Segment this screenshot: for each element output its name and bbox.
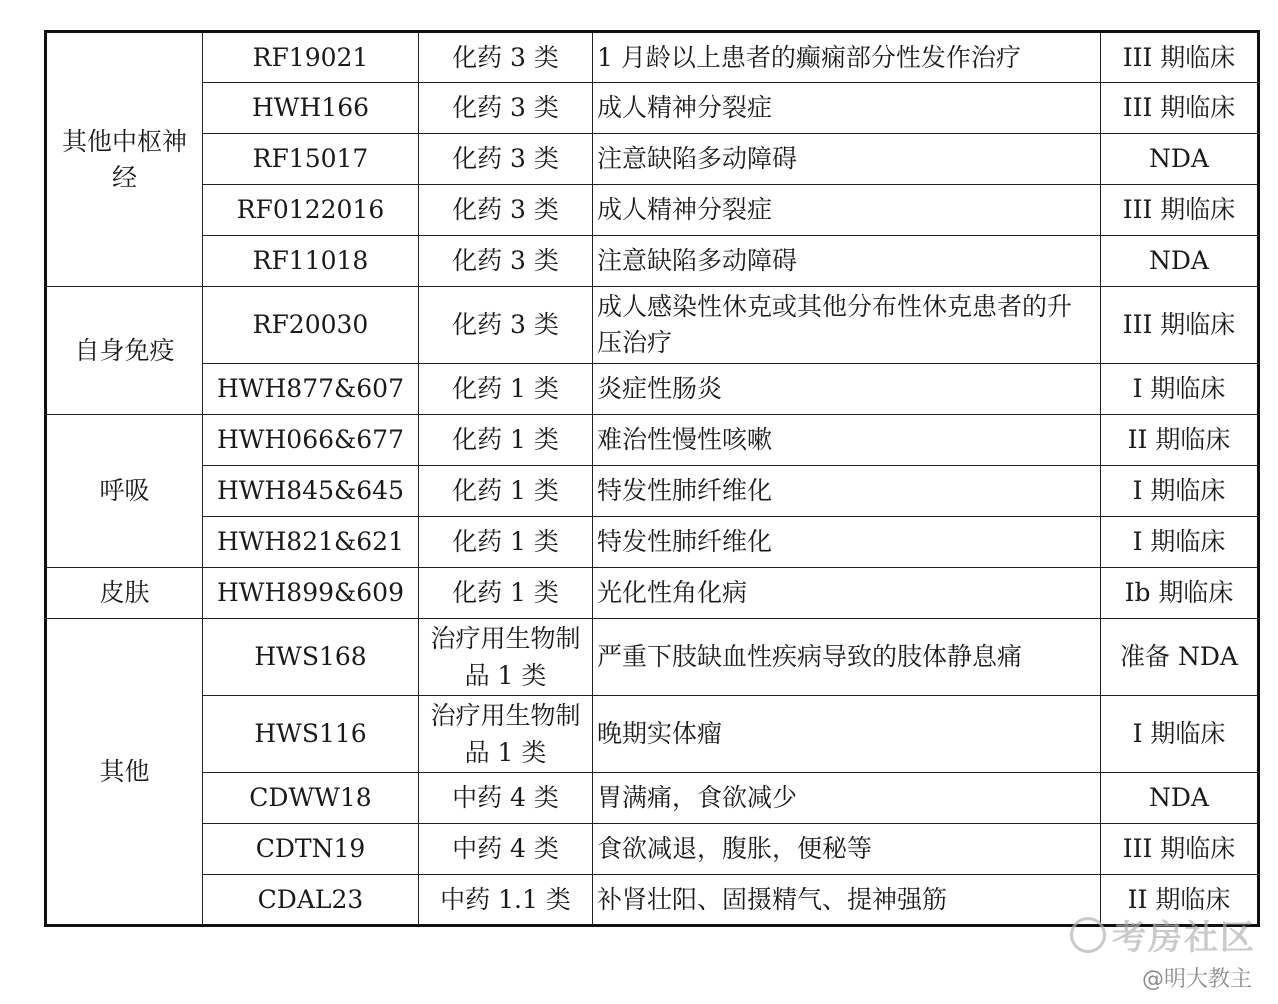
drug-code-cell: RF11018 xyxy=(203,236,419,287)
watermark-user: @明大教主 xyxy=(1141,967,1252,992)
table-row xyxy=(46,83,1259,134)
stage-cell: Ib 期临床 xyxy=(1101,568,1259,619)
table-row xyxy=(46,466,1259,517)
drug-code-cell: CDTN19 xyxy=(203,824,419,875)
indication-cell: 补肾壮阳、固摄精气、提神强筋 xyxy=(593,875,1101,926)
indication-cell: 特发性肺纤维化 xyxy=(593,466,1101,517)
indication-cell: 成人精神分裂症 xyxy=(593,185,1101,236)
drug-code-cell: RF0122016 xyxy=(203,185,419,236)
drug-type-cell: 化药 3 类 xyxy=(419,287,593,364)
category-cell: 呼吸 xyxy=(46,415,203,568)
drug-code-cell: HWS116 xyxy=(203,696,419,773)
drug-type-cell: 中药 4 类 xyxy=(419,824,593,875)
drug-type-cell: 中药 4 类 xyxy=(419,773,593,824)
stage-cell: II 期临床 xyxy=(1101,415,1259,466)
indication-cell: 1 月龄以上患者的癫痫部分性发作治疗 xyxy=(593,32,1101,83)
table-row xyxy=(46,287,1259,364)
category-cell: 其他中枢神经 xyxy=(46,32,203,287)
stage-cell: NDA xyxy=(1101,773,1259,824)
stage-cell: II 期临床 xyxy=(1101,875,1259,926)
stage-cell: I 期临床 xyxy=(1101,466,1259,517)
drug-type-cell: 化药 1 类 xyxy=(419,568,593,619)
table-row xyxy=(46,517,1259,568)
indication-cell: 成人精神分裂症 xyxy=(593,83,1101,134)
stage-cell: I 期临床 xyxy=(1101,364,1259,415)
table-row xyxy=(46,568,1259,619)
pipeline-table xyxy=(44,30,1260,927)
drug-type-cell: 化药 3 类 xyxy=(419,134,593,185)
drug-type-cell: 化药 1 类 xyxy=(419,517,593,568)
drug-type-cell: 化药 1 类 xyxy=(419,364,593,415)
table-row xyxy=(46,32,1259,83)
stage-cell: NDA xyxy=(1101,236,1259,287)
table-row xyxy=(46,415,1259,466)
drug-type-cell: 化药 3 类 xyxy=(419,236,593,287)
drug-type-cell: 治疗用生物制品 1 类 xyxy=(419,696,593,773)
table-row xyxy=(46,773,1259,824)
drug-code-cell: HWH821&621 xyxy=(203,517,419,568)
table-row xyxy=(46,185,1259,236)
stage-cell: III 期临床 xyxy=(1101,185,1259,236)
watermark-logo xyxy=(1070,910,1256,959)
indication-cell: 注意缺陷多动障碍 xyxy=(593,236,1101,287)
drug-code-cell: HWH166 xyxy=(203,83,419,134)
drug-code-cell: HWH877&607 xyxy=(203,364,419,415)
category-cell: 其他 xyxy=(46,619,203,926)
drug-code-cell: RF19021 xyxy=(203,32,419,83)
indication-cell: 食欲减退，腹胀，便秘等 xyxy=(593,824,1101,875)
stage-cell: III 期临床 xyxy=(1101,287,1259,364)
watermark-logo-text: 考房社区 xyxy=(1112,918,1256,958)
table-row xyxy=(46,824,1259,875)
drug-type-cell: 治疗用生物制品 1 类 xyxy=(419,619,593,696)
indication-cell: 胃满痛，食欲减少 xyxy=(593,773,1101,824)
drug-code-cell: HWH899&609 xyxy=(203,568,419,619)
drug-type-cell: 化药 3 类 xyxy=(419,83,593,134)
stage-cell: I 期临床 xyxy=(1101,696,1259,773)
drug-code-cell: HWH845&645 xyxy=(203,466,419,517)
stage-cell: 准备 NDA xyxy=(1101,619,1259,696)
table-row xyxy=(46,619,1259,696)
drug-type-cell: 中药 1.1 类 xyxy=(419,875,593,926)
stage-cell: III 期临床 xyxy=(1101,32,1259,83)
drug-code-cell: CDWW18 xyxy=(203,773,419,824)
drug-code-cell: RF15017 xyxy=(203,134,419,185)
indication-cell: 光化性角化病 xyxy=(593,568,1101,619)
drug-type-cell: 化药 3 类 xyxy=(419,185,593,236)
drug-type-cell: 化药 1 类 xyxy=(419,415,593,466)
drug-code-cell: HWH066&677 xyxy=(203,415,419,466)
stage-cell: NDA xyxy=(1101,134,1259,185)
indication-cell: 注意缺陷多动障碍 xyxy=(593,134,1101,185)
stage-cell: I 期临床 xyxy=(1101,517,1259,568)
table-row xyxy=(46,364,1259,415)
indication-cell: 严重下肢缺血性疾病导致的肢体静息痛 xyxy=(593,619,1101,696)
indication-cell: 晚期实体瘤 xyxy=(593,696,1101,773)
category-cell: 自身免疫 xyxy=(46,287,203,415)
drug-code-cell: HWS168 xyxy=(203,619,419,696)
table-row xyxy=(46,236,1259,287)
indication-cell: 难治性慢性咳嗽 xyxy=(593,415,1101,466)
indication-cell: 成人感染性休克或其他分布性休克患者的升压治疗 xyxy=(593,287,1101,364)
drug-type-cell: 化药 3 类 xyxy=(419,32,593,83)
table-row xyxy=(46,696,1259,773)
category-cell: 皮肤 xyxy=(46,568,203,619)
indication-cell: 炎症性肠炎 xyxy=(593,364,1101,415)
table-body xyxy=(46,32,1259,926)
indication-cell: 特发性肺纤维化 xyxy=(593,517,1101,568)
stage-cell: III 期临床 xyxy=(1101,824,1259,875)
drug-code-cell: RF20030 xyxy=(203,287,419,364)
drug-code-cell: CDAL23 xyxy=(203,875,419,926)
watermark-circle-icon xyxy=(1070,917,1106,953)
stage-cell: III 期临床 xyxy=(1101,83,1259,134)
table-row xyxy=(46,134,1259,185)
drug-type-cell: 化药 1 类 xyxy=(419,466,593,517)
